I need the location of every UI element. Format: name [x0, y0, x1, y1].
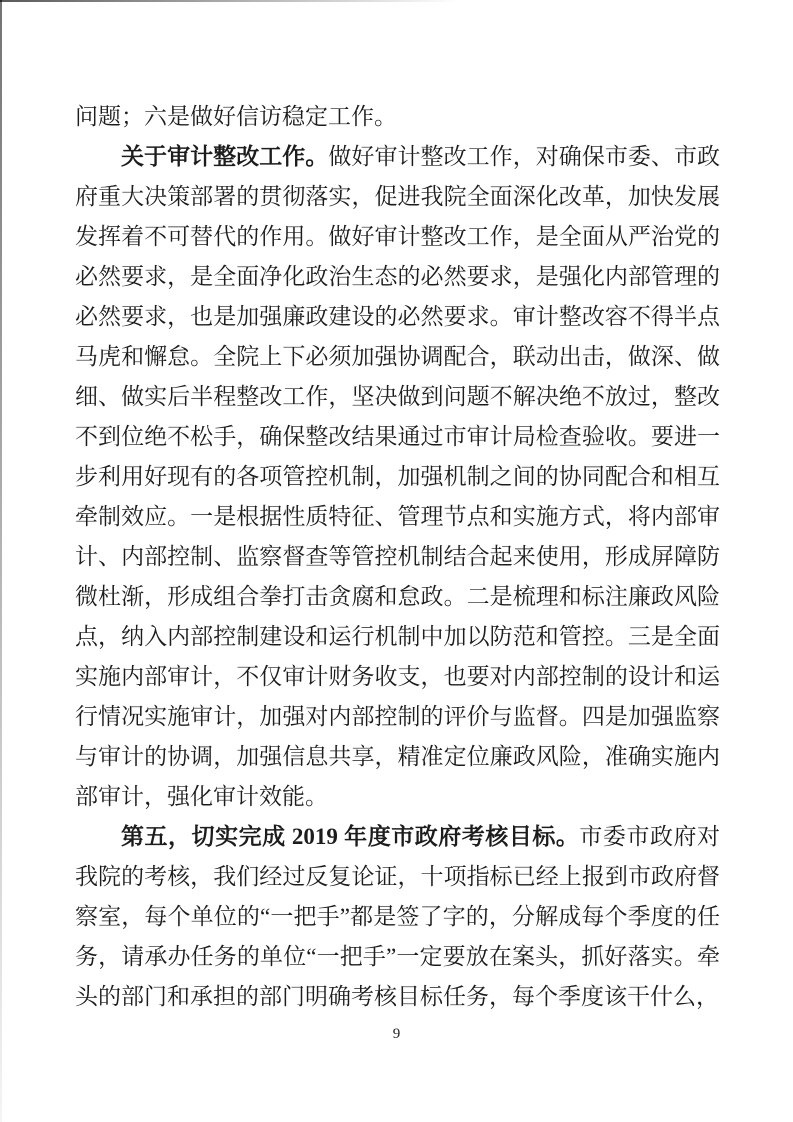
page-number: 9	[392, 1026, 401, 1042]
paragraph-text: 问题；六是做好信访稳定工作。	[75, 104, 397, 129]
paragraph-text: 做好审计整改工作，对确保市委、市政府重大决策部署的贯彻落实，促进我院全面深化改革，加快发展发挥着不可替代的作用。做好审计整改工作，是全面从严治党的必然要求，是全面净化政治生态的必然要求，是强化内部管理的必然要求，也是加强廉政建设的必然要求。审计整改容不得半点马虎和懈怠。全院上下必须加强协调配合，联动出击，做深、做细、做实后半程整改工作，坚决做到问题不解决绝不放过，整改不到位绝不松手，确保整改结果通过市审计局检查验收。要进一步利用好现有的各项管控机制，加强机制之间的协同配合和相互牵制效应。一是根据性质特征、管理节点和实施方式，将内部审计、内部控制、监察督查等管控机制结合起来使用，形成屏障防微杜渐，形成组合拳打击贪腐和怠政。二是梳理和标注廉政风险点，纳入内部控制建设和运行机制中加以防范和管控。三是全面实施内部审计，不仅审计财务收支，也要对内部控制的设计和运行情况实施审计，加强对内部控制的评价与监督。四是加强监察与审计的协调，加强信息共享，精准定位廉政风险，准确实施内部审计，强化审计效能。	[75, 144, 721, 809]
scan-edge-artifact-left	[0, 0, 2, 1122]
paragraph-lead-bold: 第五，切实完成 2019 年度市政府考核目标。	[121, 824, 580, 849]
scan-edge-artifact-top	[0, 0, 460, 2]
paragraph-text: 市委市政府对我院的考核，我们经过反复论证，十项指标已经上报到市政府督察室，每个单位的“一把手”都是签了字的，分解成每个季度的任务，请承办任务的单位“一把手”一定要放在案头，抓好落实。牵头的部门和承担的部门明确考核目标任务，每个季度该干什么，	[75, 824, 721, 1009]
document-body	[75, 97, 720, 1017]
paragraph	[75, 817, 720, 1017]
paragraph	[75, 97, 720, 137]
paragraph	[75, 137, 720, 817]
paragraph-lead-bold: 关于审计整改工作。	[121, 144, 329, 169]
